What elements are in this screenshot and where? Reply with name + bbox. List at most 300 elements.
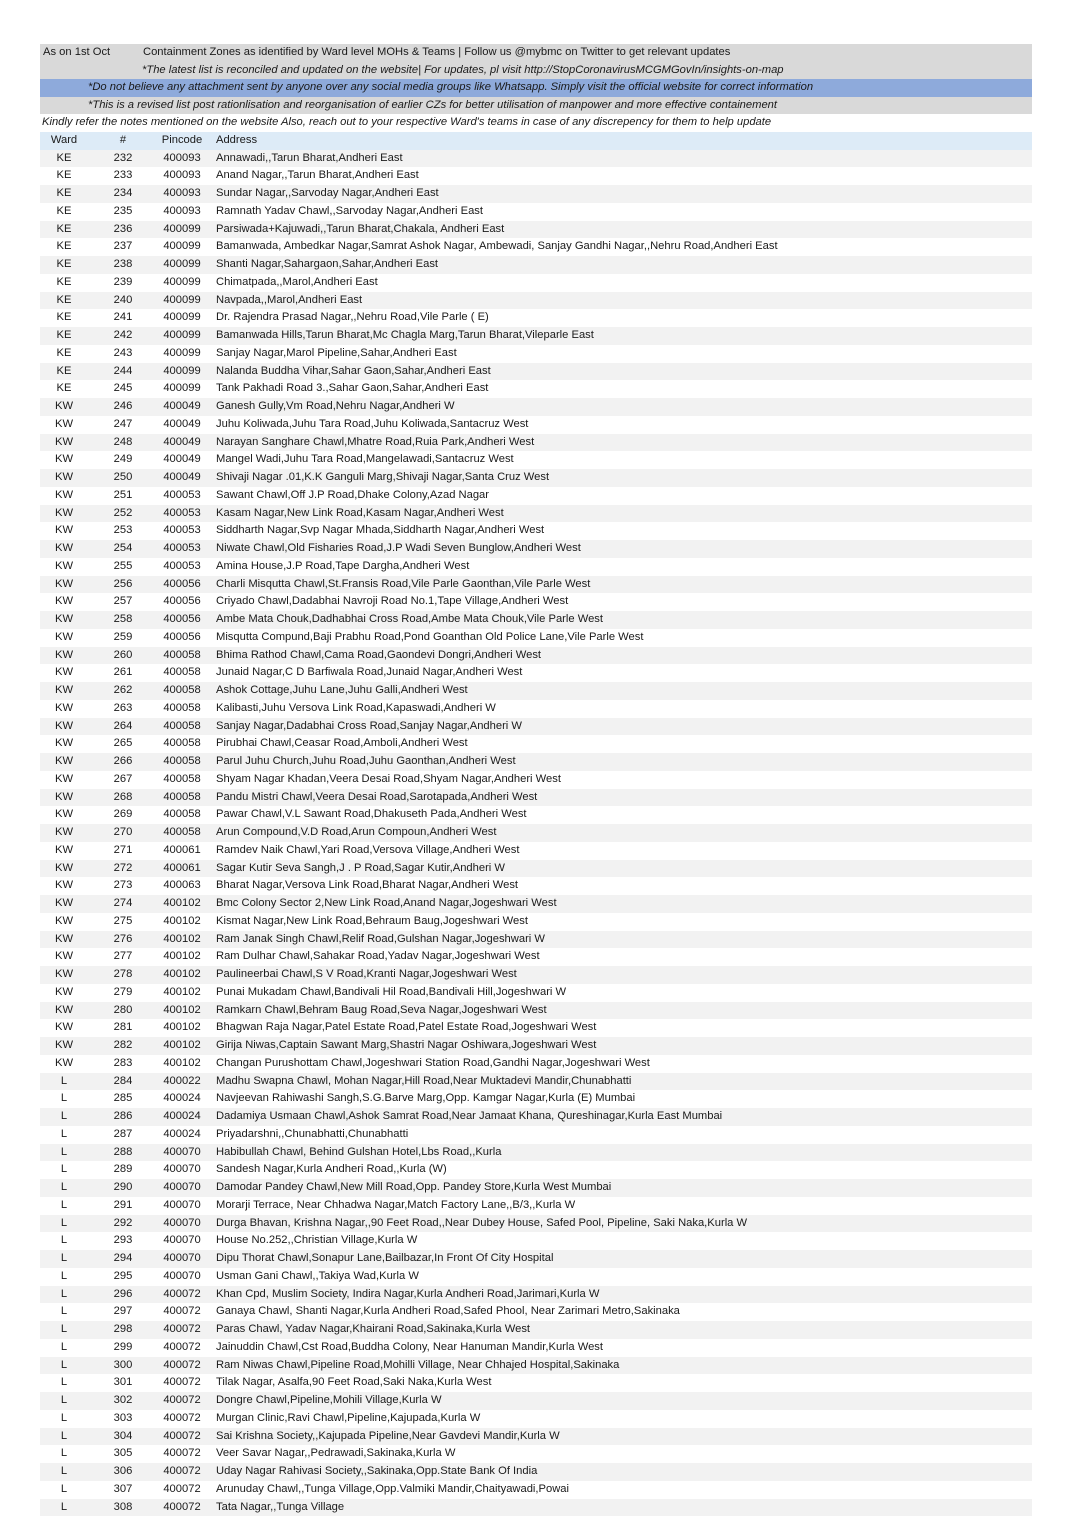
address-cell: Paulineerbai Chawl,S V Road,Kranti Nagar,Jogeshwari West bbox=[216, 968, 517, 981]
ward-cell: KW bbox=[54, 985, 74, 998]
pincode-cell: 400049 bbox=[163, 435, 201, 448]
zone-number-cell: 268 bbox=[113, 790, 133, 803]
address-cell: Kasam Nagar,New Link Road,Kasam Nagar,Andheri West bbox=[216, 506, 504, 519]
address-cell: Annawadi,,Tarun Bharat,Andheri East bbox=[216, 151, 403, 164]
ward-cell: KW bbox=[54, 1056, 74, 1069]
address-cell: Changan Purushottam Chawl,Jogeshwari Station Road,Gandhi Nagar,Jogeshwari West bbox=[216, 1056, 650, 1069]
ward-cell: KW bbox=[54, 826, 74, 839]
zone-number-cell: 271 bbox=[113, 843, 133, 856]
table-row bbox=[40, 1144, 1032, 1162]
address-cell: Punai Mukadam Chawl,Bandivali Hil Road,Bandivali Hill,Jogeshwari W bbox=[216, 985, 567, 998]
ward-cell: KW bbox=[54, 684, 74, 697]
zone-number-cell: 263 bbox=[113, 701, 133, 714]
pincode-cell: 400099 bbox=[163, 293, 201, 306]
ward-cell: KW bbox=[54, 737, 74, 750]
zone-number-cell: 276 bbox=[113, 932, 133, 945]
ward-cell: KW bbox=[54, 950, 74, 963]
address-cell: Girija Niwas,Captain Sawant Marg,Shastri Nagar Oshiwara,Jogeshwari West bbox=[216, 1039, 597, 1052]
ward-cell: KW bbox=[54, 843, 74, 856]
pincode-cell: 400099 bbox=[163, 311, 201, 324]
zone-number-cell: 273 bbox=[113, 879, 133, 892]
table-row bbox=[40, 1126, 1032, 1144]
ward-cell: KE bbox=[56, 329, 72, 342]
address-cell: Ramdev Naik Chawl,Yari Road,Versova Village,Andheri West bbox=[216, 843, 520, 856]
ward-cell: KW bbox=[54, 914, 74, 927]
zone-number-cell: 285 bbox=[113, 1092, 133, 1105]
table-row bbox=[40, 345, 1032, 363]
pincode-cell: 400058 bbox=[163, 808, 201, 821]
zone-number-cell: 292 bbox=[113, 1216, 133, 1229]
zone-number-cell: 272 bbox=[113, 861, 133, 874]
pincode-cell: 400072 bbox=[163, 1287, 201, 1300]
zone-table-body bbox=[40, 150, 1032, 1517]
table-row bbox=[40, 1019, 1032, 1037]
address-cell: Tilak Nagar, Asalfa,90 Feet Road,Saki Naka,Kurla West bbox=[216, 1376, 492, 1389]
ward-cell: KW bbox=[54, 435, 74, 448]
ward-cell: KW bbox=[54, 417, 74, 430]
address-cell: Pirubhai Chawl,Ceasar Road,Amboli,Andheri West bbox=[216, 737, 468, 750]
zone-number-cell: 245 bbox=[113, 382, 133, 395]
address-cell: Ashok Cottage,Juhu Lane,Juhu Galli,Andheri West bbox=[216, 684, 468, 697]
zone-number-cell: 304 bbox=[113, 1429, 133, 1442]
table-row bbox=[40, 167, 1032, 185]
zone-number-cell: 232 bbox=[113, 151, 133, 164]
refer-note: Kindly refer the notes mentioned on the website Also, reach out to your respective Ward's teams in case of any discrepency for them to help update bbox=[40, 114, 1032, 132]
ward-cell: L bbox=[60, 1358, 68, 1371]
table-row bbox=[40, 806, 1032, 824]
address-cell: Dr. Rajendra Prasad Nagar,,Nehru Road,Vile Parle ( E) bbox=[216, 311, 489, 324]
address-cell: Pandu Mistri Chawl,Veera Desai Road,Sarotapada,Andheri West bbox=[216, 790, 538, 803]
address-cell: Ramnath Yadav Chawl,,Sarvoday Nagar,Andheri East bbox=[216, 204, 483, 217]
pincode-cell: 400053 bbox=[163, 506, 201, 519]
pincode-cell: 400053 bbox=[163, 559, 201, 572]
table-row bbox=[40, 203, 1032, 221]
zone-number-cell: 274 bbox=[113, 897, 133, 910]
ward-cell: L bbox=[60, 1127, 68, 1140]
ward-cell: KW bbox=[54, 488, 74, 501]
pincode-cell: 400102 bbox=[163, 968, 201, 981]
table-row bbox=[40, 1108, 1032, 1126]
table-row bbox=[40, 1339, 1032, 1357]
pincode-cell: 400102 bbox=[163, 950, 201, 963]
address-cell: Kismat Nagar,New Link Road,Behraum Baug,Jogeshwari West bbox=[216, 914, 528, 927]
table-row bbox=[40, 363, 1032, 381]
table-row bbox=[40, 877, 1032, 895]
ward-cell: L bbox=[60, 1074, 68, 1087]
pincode-cell: 400070 bbox=[163, 1181, 201, 1194]
pincode-cell: 400058 bbox=[163, 701, 201, 714]
address-cell: Juhu Koliwada,Juhu Tara Road,Juhu Koliwada,Santacruz West bbox=[216, 417, 529, 430]
table-row bbox=[40, 1428, 1032, 1446]
zone-number-cell: 255 bbox=[113, 559, 133, 572]
table-row bbox=[40, 292, 1032, 310]
pincode-cell: 400056 bbox=[163, 613, 201, 626]
zone-number-cell: 275 bbox=[113, 914, 133, 927]
ward-cell: KW bbox=[54, 542, 74, 555]
pincode-cell: 400049 bbox=[163, 417, 201, 430]
ward-cell: KW bbox=[54, 1021, 74, 1034]
ward-cell: L bbox=[60, 1447, 68, 1460]
pincode-cell: 400102 bbox=[163, 1039, 201, 1052]
ward-cell: KE bbox=[56, 258, 72, 271]
zone-number-cell: 244 bbox=[113, 364, 133, 377]
address-cell: Shyam Nagar Khadan,Veera Desai Road,Shyam Nagar,Andheri West bbox=[216, 772, 561, 785]
zone-number-cell: 296 bbox=[113, 1287, 133, 1300]
pincode-cell: 400053 bbox=[163, 524, 201, 537]
zone-number-cell: 264 bbox=[113, 719, 133, 732]
pincode-cell: 400058 bbox=[163, 737, 201, 750]
zone-number-cell: 234 bbox=[113, 187, 133, 200]
zone-number-cell: 295 bbox=[113, 1269, 133, 1282]
ward-cell: KW bbox=[54, 879, 74, 892]
table-row bbox=[40, 1392, 1032, 1410]
zone-number-cell: 302 bbox=[113, 1394, 133, 1407]
address-cell: Bharat Nagar,Versova Link Road,Bharat Nagar,Andheri West bbox=[216, 879, 519, 892]
pincode-cell: 400102 bbox=[163, 932, 201, 945]
table-row bbox=[40, 735, 1032, 753]
zone-number-cell: 299 bbox=[113, 1340, 133, 1353]
pincode-cell: 400072 bbox=[163, 1411, 201, 1424]
address-cell: Navjeevan Rahiwashi Sangh,S.G.Barve Marg,Opp. Kamgar Nagar,Kurla (E) Mumbai bbox=[216, 1092, 636, 1105]
zone-number-cell: 258 bbox=[113, 613, 133, 626]
column-header-row bbox=[40, 132, 1032, 150]
zone-number-cell: 262 bbox=[113, 684, 133, 697]
table-row bbox=[40, 309, 1032, 327]
table-row bbox=[40, 1268, 1032, 1286]
zone-number-cell: 247 bbox=[113, 417, 133, 430]
zone-number-cell: 287 bbox=[113, 1127, 133, 1140]
table-row bbox=[40, 185, 1032, 203]
ward-cell: L bbox=[60, 1500, 68, 1513]
address-cell: Charli Misqutta Chawl,St.Fransis Road,Vile Parle Gaonthan,Vile Parle West bbox=[216, 577, 591, 590]
address-cell: Ganaya Chawl, Shanti Nagar,Kurla Andheri Road,Safed Phool, Near Zarimari Metro,Sakinaka bbox=[216, 1305, 680, 1318]
ward-cell: L bbox=[60, 1234, 68, 1247]
table-row bbox=[40, 1037, 1032, 1055]
pincode-cell: 400070 bbox=[163, 1269, 201, 1282]
address-cell: Niwate Chawl,Old Fisharies Road,J.P Wadi Seven Bunglow,Andheri West bbox=[216, 542, 581, 555]
zone-number-cell: 303 bbox=[113, 1411, 133, 1424]
address-cell: Habibullah Chawl, Behind Gulshan Hotel,Lbs Road,,Kurla bbox=[216, 1145, 502, 1158]
ward-cell: KW bbox=[54, 613, 74, 626]
warning-banner: *Do not believe any attachment sent by anyone over any social media groups like Whatsapp. Simply visit the official website for correct information bbox=[40, 79, 1032, 97]
pincode-cell: 400058 bbox=[163, 826, 201, 839]
address-cell: Misqutta Compund,Baji Prabhu Road,Pond Goanthan Old Police Lane,Vile Parle West bbox=[216, 630, 644, 643]
pincode-cell: 400063 bbox=[163, 879, 201, 892]
address-cell: Damodar Pandey Chawl,New Mill Road,Opp. Pandey Store,Kurla West Mumbai bbox=[216, 1181, 612, 1194]
zone-number-cell: 235 bbox=[113, 204, 133, 217]
table-row bbox=[40, 1410, 1032, 1428]
table-row bbox=[40, 221, 1032, 239]
zone-number-cell: 238 bbox=[113, 258, 133, 271]
address-cell: Dadamiya Usmaan Chawl,Ashok Samrat Road,Near Jamaat Khana, Qureshinagar,Kurla East Mumbai bbox=[216, 1110, 723, 1123]
table-row bbox=[40, 1481, 1032, 1499]
zone-number-cell: 261 bbox=[113, 666, 133, 679]
zone-number-cell: 267 bbox=[113, 772, 133, 785]
table-row bbox=[40, 664, 1032, 682]
ward-cell: KE bbox=[56, 169, 72, 182]
table-row bbox=[40, 647, 1032, 665]
ward-cell: KW bbox=[54, 1003, 74, 1016]
pincode-cell: 400056 bbox=[163, 630, 201, 643]
pincode-cell: 400024 bbox=[163, 1110, 201, 1123]
ward-cell: KW bbox=[54, 790, 74, 803]
table-row bbox=[40, 1215, 1032, 1233]
pincode-cell: 400070 bbox=[163, 1145, 201, 1158]
address-cell: Sanjay Nagar,Dadabhai Cross Road,Sanjay Nagar,Andheri W bbox=[216, 719, 522, 732]
pincode-cell: 400072 bbox=[163, 1465, 201, 1478]
address-cell: Bamanwada, Ambedkar Nagar,Samrat Ashok Nagar, Ambewadi, Sanjay Gandhi Nagar,,Nehru Road,Andheri East bbox=[216, 240, 778, 253]
table-row bbox=[40, 1002, 1032, 1020]
ward-cell: L bbox=[60, 1110, 68, 1123]
pincode-cell: 400049 bbox=[163, 471, 201, 484]
ward-cell: KE bbox=[56, 293, 72, 306]
table-row bbox=[40, 416, 1032, 434]
containment-zone-sheet bbox=[40, 44, 1032, 1516]
address-cell: Sandesh Nagar,Kurla Andheri Road,,Kurla (W) bbox=[216, 1163, 447, 1176]
pincode-cell: 400072 bbox=[163, 1305, 201, 1318]
pincode-cell: 400099 bbox=[163, 240, 201, 253]
table-row bbox=[40, 966, 1032, 984]
table-row bbox=[40, 1499, 1032, 1517]
ward-cell: L bbox=[60, 1252, 68, 1265]
pincode-cell: 400102 bbox=[163, 985, 201, 998]
pincode-cell: 400093 bbox=[163, 204, 201, 217]
pincode-cell: 400072 bbox=[163, 1340, 201, 1353]
address-cell: Sagar Kutir Seva Sangh,J . P Road,Sagar Kutir,Andheri W bbox=[216, 861, 505, 874]
address-cell: Anand Nagar,,Tarun Bharat,Andheri East bbox=[216, 169, 419, 182]
table-row bbox=[40, 842, 1032, 860]
pincode-cell: 400058 bbox=[163, 772, 201, 785]
zone-number-cell: 308 bbox=[113, 1500, 133, 1513]
table-row bbox=[40, 771, 1032, 789]
pincode-cell: 400024 bbox=[163, 1092, 201, 1105]
address-cell: Veer Savar Nagar,,Pedrawadi,Sakinaka,Kurla W bbox=[216, 1447, 456, 1460]
pincode-cell: 400072 bbox=[163, 1447, 201, 1460]
ward-cell: KW bbox=[54, 861, 74, 874]
pincode-cell: 400102 bbox=[163, 914, 201, 927]
table-row bbox=[40, 611, 1032, 629]
zone-number-cell: 297 bbox=[113, 1305, 133, 1318]
zone-number-cell: 306 bbox=[113, 1465, 133, 1478]
zone-number-cell: 269 bbox=[113, 808, 133, 821]
ward-cell: KW bbox=[54, 808, 74, 821]
table-row bbox=[40, 682, 1032, 700]
zone-number-cell: 266 bbox=[113, 755, 133, 768]
zone-number-cell: 259 bbox=[113, 630, 133, 643]
pincode-cell: 400102 bbox=[163, 1021, 201, 1034]
table-row bbox=[40, 1463, 1032, 1481]
ward-cell: L bbox=[60, 1163, 68, 1176]
table-row bbox=[40, 576, 1032, 594]
ward-cell: KW bbox=[54, 755, 74, 768]
ward-cell: KE bbox=[56, 240, 72, 253]
ward-cell: KE bbox=[56, 222, 72, 235]
zone-number-cell: 278 bbox=[113, 968, 133, 981]
pincode-cell: 400058 bbox=[163, 648, 201, 661]
table-row bbox=[40, 1357, 1032, 1375]
zone-number-cell: 243 bbox=[113, 346, 133, 359]
zone-number-cell: 246 bbox=[113, 400, 133, 413]
zone-number-cell: 293 bbox=[113, 1234, 133, 1247]
ward-cell: KE bbox=[56, 382, 72, 395]
table-row bbox=[40, 1250, 1032, 1268]
table-row bbox=[40, 1445, 1032, 1463]
ward-cell: KW bbox=[54, 719, 74, 732]
zone-number-cell: 236 bbox=[113, 222, 133, 235]
pincode-cell: 400099 bbox=[163, 364, 201, 377]
table-row bbox=[40, 700, 1032, 718]
ward-cell: KW bbox=[54, 772, 74, 785]
table-row bbox=[40, 469, 1032, 487]
pincode-cell: 400058 bbox=[163, 755, 201, 768]
address-cell: Ramkarn Chawl,Behram Baug Road,Seva Nagar,Jogeshwari West bbox=[216, 1003, 547, 1016]
table-row bbox=[40, 1303, 1032, 1321]
pincode-cell: 400070 bbox=[163, 1163, 201, 1176]
zone-number-cell: 305 bbox=[113, 1447, 133, 1460]
revised-note: *This is a revised list post rationlisation and reorganisation of earlier CZs for better utilisation of manpower and more effective containement bbox=[40, 97, 1032, 115]
ward-cell: KE bbox=[56, 187, 72, 200]
ward-cell: KW bbox=[54, 648, 74, 661]
ward-cell: L bbox=[60, 1092, 68, 1105]
address-cell: Ram Niwas Chawl,Pipeline Road,Mohilli Village, Near Chhajed Hospital,Sakinaka bbox=[216, 1358, 620, 1371]
pincode-cell: 400072 bbox=[163, 1429, 201, 1442]
zone-number-cell: 280 bbox=[113, 1003, 133, 1016]
pincode-cell: 400049 bbox=[163, 400, 201, 413]
pincode-cell: 400099 bbox=[163, 382, 201, 395]
pincode-cell: 400070 bbox=[163, 1198, 201, 1211]
address-cell: Ram Janak Singh Chawl,Relif Road,Gulshan Nagar,Jogeshwari W bbox=[216, 932, 545, 945]
pincode-cell: 400070 bbox=[163, 1216, 201, 1229]
ward-cell: L bbox=[60, 1216, 68, 1229]
ward-cell: KW bbox=[54, 701, 74, 714]
table-row bbox=[40, 789, 1032, 807]
table-row bbox=[40, 540, 1032, 558]
zone-number-cell: 288 bbox=[113, 1145, 133, 1158]
address-cell: Shanti Nagar,Sahargaon,Sahar,Andheri East bbox=[216, 258, 439, 271]
pincode-cell: 400056 bbox=[163, 577, 201, 590]
address-cell: Morarji Terrace, Near Chhadwa Nagar,Match Factory Lane,,B/3,,Kurla W bbox=[216, 1198, 576, 1211]
address-cell: Parul Juhu Church,Juhu Road,Juhu Gaonthan,Andheri West bbox=[216, 755, 516, 768]
table-row bbox=[40, 753, 1032, 771]
column-header-pincode: Pincode bbox=[161, 133, 203, 146]
ward-cell: KW bbox=[54, 932, 74, 945]
header-row-title bbox=[40, 44, 1032, 62]
zone-number-cell: 239 bbox=[113, 275, 133, 288]
address-cell: Dipu Thorat Chawl,Sonapur Lane,Bailbazar,In Front Of City Hospital bbox=[216, 1252, 554, 1265]
address-cell: House No.252,,Christian Village,Kurla W bbox=[216, 1234, 418, 1247]
pincode-cell: 400072 bbox=[163, 1376, 201, 1389]
table-row bbox=[40, 895, 1032, 913]
address-cell: Mangel Wadi,Juhu Tara Road,Mangelawadi,Santacruz West bbox=[216, 453, 514, 466]
address-cell: Ganesh Gully,Vm Road,Nehru Nagar,Andheri W bbox=[216, 400, 455, 413]
table-row bbox=[40, 948, 1032, 966]
address-cell: Pawar Chawl,V.L Sawant Road,Dhakuseth Pada,Andheri West bbox=[216, 808, 527, 821]
pincode-cell: 400049 bbox=[163, 453, 201, 466]
column-header-address: Address bbox=[216, 133, 258, 146]
ward-cell: KE bbox=[56, 346, 72, 359]
address-cell: Chimatpada,,Marol,Andheri East bbox=[216, 275, 378, 288]
pincode-cell: 400053 bbox=[163, 488, 201, 501]
pincode-cell: 400072 bbox=[163, 1394, 201, 1407]
address-cell: Bhagwan Raja Nagar,Patel Estate Road,Patel Estate Road,Jogeshwari West bbox=[216, 1021, 597, 1034]
zone-number-cell: 282 bbox=[113, 1039, 133, 1052]
ward-cell: KW bbox=[54, 506, 74, 519]
zone-number-cell: 279 bbox=[113, 985, 133, 998]
pincode-cell: 400061 bbox=[163, 861, 201, 874]
table-row bbox=[40, 434, 1032, 452]
ward-cell: L bbox=[60, 1305, 68, 1318]
pincode-cell: 400070 bbox=[163, 1252, 201, 1265]
table-row bbox=[40, 398, 1032, 416]
zone-number-cell: 233 bbox=[113, 169, 133, 182]
address-cell: Amina House,J.P Road,Tape Dargha,Andheri West bbox=[216, 559, 470, 572]
zone-number-cell: 256 bbox=[113, 577, 133, 590]
zone-number-cell: 290 bbox=[113, 1181, 133, 1194]
ward-cell: L bbox=[60, 1482, 68, 1495]
zone-number-cell: 284 bbox=[113, 1074, 133, 1087]
ward-cell: L bbox=[60, 1323, 68, 1336]
pincode-cell: 400099 bbox=[163, 329, 201, 342]
ward-cell: KW bbox=[54, 968, 74, 981]
ward-cell: L bbox=[60, 1145, 68, 1158]
pincode-cell: 400061 bbox=[163, 843, 201, 856]
pincode-cell: 400024 bbox=[163, 1127, 201, 1140]
address-cell: Tata Nagar,,Tunga Village bbox=[216, 1500, 345, 1513]
zone-number-cell: 281 bbox=[113, 1021, 133, 1034]
zone-number-cell: 257 bbox=[113, 595, 133, 608]
address-cell: Durga Bhavan, Krishna Nagar,,90 Feet Road,,Near Dubey House, Safed Pool, Pipeline, Saki Naka,Kurla W bbox=[216, 1216, 748, 1229]
zone-number-cell: 242 bbox=[113, 329, 133, 342]
address-cell: Junaid Nagar,C D Barfiwala Road,Junaid Nagar,Andheri West bbox=[216, 666, 523, 679]
table-row bbox=[40, 256, 1032, 274]
zone-number-cell: 248 bbox=[113, 435, 133, 448]
table-row bbox=[40, 593, 1032, 611]
zone-number-cell: 260 bbox=[113, 648, 133, 661]
table-row bbox=[40, 1161, 1032, 1179]
address-cell: Kalibasti,Juhu Versova Link Road,Kapaswadi,Andheri W bbox=[216, 701, 496, 714]
zone-number-cell: 291 bbox=[113, 1198, 133, 1211]
address-cell: Sawant Chawl,Off J.P Road,Dhake Colony,Azad Nagar bbox=[216, 488, 489, 501]
address-cell: Tank Pakhadi Road 3.,Sahar Gaon,Sahar,Andheri East bbox=[216, 382, 489, 395]
address-cell: Murgan Clinic,Ravi Chawl,Pipeline,Kajupada,Kurla W bbox=[216, 1411, 481, 1424]
table-row bbox=[40, 1232, 1032, 1250]
table-row bbox=[40, 558, 1032, 576]
table-row bbox=[40, 451, 1032, 469]
address-cell: Sundar Nagar,,Sarvoday Nagar,Andheri East bbox=[216, 187, 439, 200]
address-cell: Parsiwada+Kajuwadi,,Tarun Bharat,Chakala, Andheri East bbox=[216, 222, 505, 235]
table-row bbox=[40, 1055, 1032, 1073]
ward-cell: KW bbox=[54, 666, 74, 679]
zone-number-cell: 277 bbox=[113, 950, 133, 963]
pincode-cell: 400093 bbox=[163, 169, 201, 182]
as-on-date: As on 1st Oct bbox=[43, 46, 111, 58]
address-cell: Criyado Chawl,Dadabhai Navroji Road No.1,Tape Village,Andheri West bbox=[216, 595, 569, 608]
zone-number-cell: 283 bbox=[113, 1056, 133, 1069]
address-cell: Priyadarshni,,Chunabhatti,Chunabhatti bbox=[216, 1127, 409, 1140]
latest-note: *The latest list is reconciled and updated on the website| For updates, pl visit http://StopCoronavirusMCGMGovIn/insights-on-map bbox=[40, 62, 1032, 80]
ward-cell: KW bbox=[54, 1039, 74, 1052]
address-cell: Ram Dulhar Chawl,Sahakar Road,Yadav Nagar,Jogeshwari West bbox=[216, 950, 540, 963]
address-cell: Arunuday Chawl,,Tunga Village,Opp.Valmiki Mandir,Chaityawadi,Powai bbox=[216, 1482, 569, 1495]
table-row bbox=[40, 327, 1032, 345]
table-row bbox=[40, 380, 1032, 398]
table-row bbox=[40, 824, 1032, 842]
table-row bbox=[40, 1321, 1032, 1339]
address-cell: Madhu Swapna Chawl, Mohan Nagar,Hill Road,Near Muktadevi Mandir,Chunabhatti bbox=[216, 1074, 632, 1087]
table-row bbox=[40, 913, 1032, 931]
address-cell: Khan Cpd, Muslim Society, Indira Nagar,Kurla Andheri Road,Jarimari,Kurla W bbox=[216, 1287, 600, 1300]
ward-cell: L bbox=[60, 1465, 68, 1478]
